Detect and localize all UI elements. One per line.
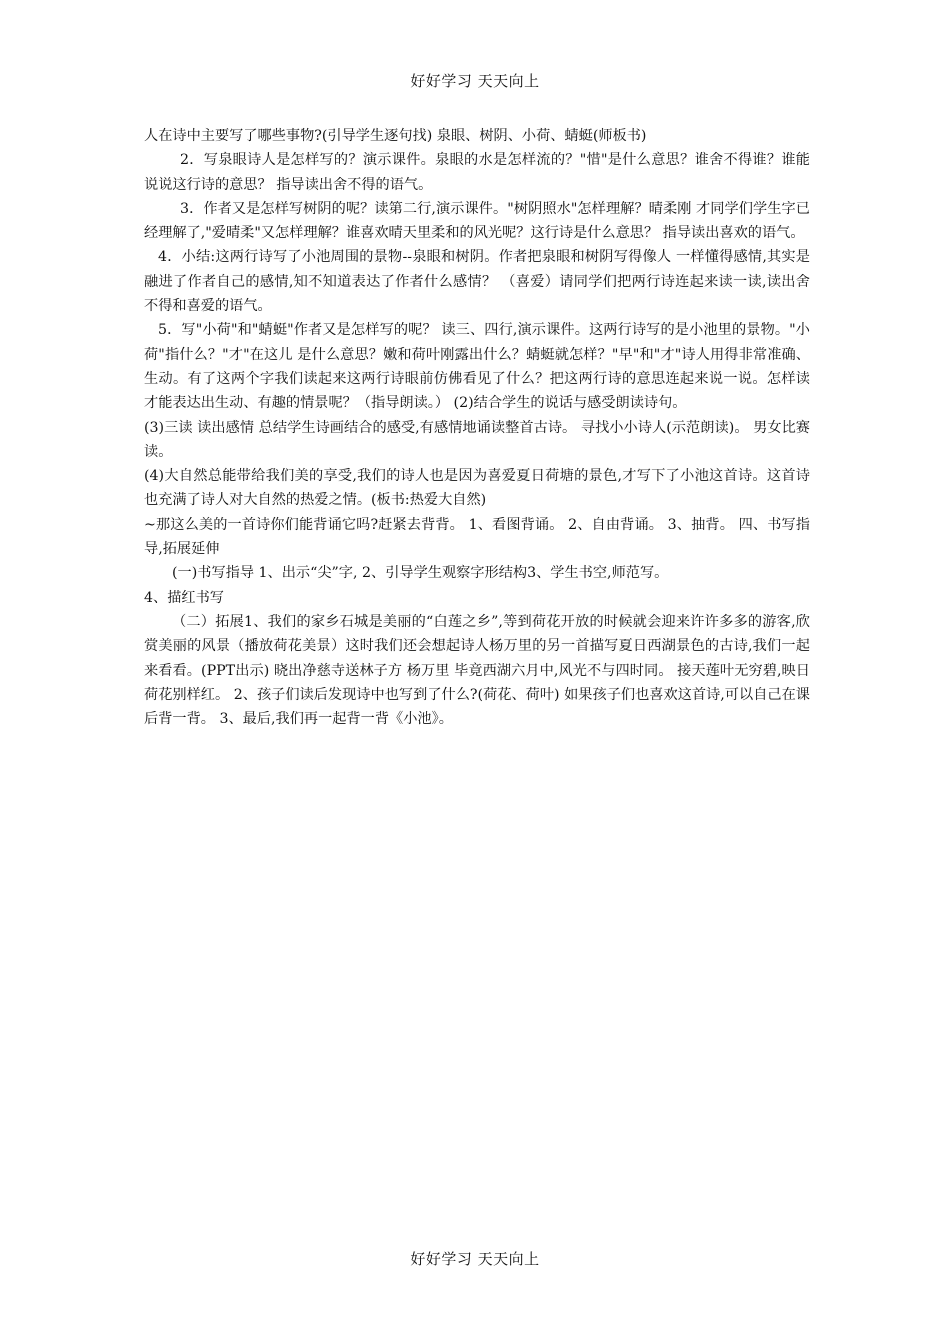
paragraph: ~那这么美的一首诗你们能背诵它吗?赶紧去背背。 1、看图背诵。 2、自由背诵。 3、抽背。 四、书写指导,拓展延伸 — [144, 516, 810, 558]
paragraph: 4．小结:这两行诗写了小池周围的景物--泉眼和树阴。作者把泉眼和树阴写得像人 一样懂得感情,其实是融进了作者自己的感情,知不知道表达了作者什么感情？ （喜爱）请同学们把两行诗连起来读一读,读出舍不得和喜爱的语气。 — [144, 249, 810, 315]
paragraph: 4、描红书写 — [144, 589, 224, 606]
paragraph: 5．写"小荷"和"蜻蜓"作者又是怎样写的呢？ 读三、四行,演示课件。这两行诗写的是小池里的景物。"小荷"指什么？"才"在这儿 是什么意思？嫩和荷叶刚露出什么？蜻蜓就怎样？"早"和"才"诗人用得非常准确、生动。有了这两个字我们读起来这两行诗眼前仿佛看见了什么？把这两行诗的意思连起来说一说。怎样读才能表达出生动、有趣的情景呢？（指导朗读。） (2)结合学生的说话与感受朗读诗句。 — [144, 322, 810, 412]
paragraph: 人在诗中主要写了哪些事物?(引导学生逐句找) 泉眼、树阴、小荷、蜻蜓(师板书) — [144, 128, 647, 144]
page-header: 好好学习 天天向上 — [410, 72, 540, 90]
paragraph: (3)三读 读出感情 总结学生诗画结合的感受,有感情地诵读整首古诗。 寻找小小诗人(示范朗读)。 男女比赛读。 — [144, 419, 810, 460]
paragraph: 2．写泉眼诗人是怎样写的？演示课件。泉眼的水是怎样流的？"惜"是什么意思？谁舍不得谁？谁能说说这行诗的意思？ 指导读出舍不得的语气。 — [144, 152, 810, 193]
paragraph: （二）拓展1、我们的家乡石城是美丽的“白莲之乡”,等到荷花开放的时候就会迎来许许多多的游客,欣赏美丽的风景（播放荷花美景）这时我们还会想起诗人杨万里的另一首描写夏日西湖景色的古诗,我们一起来看看。(PPT出示) 晓出净慈寺送林子方 杨万里 毕竟西湖六月中,风光不与四时同。 接天莲叶无穷碧,映日荷花别样红。 2、孩子们读后发现诗中也写到了什么?(荷花、荷叶) 如果孩子们也喜欢这首诗,可以自己在课后背一背。 3、最后,我们再一起背一背《小池》。 — [144, 613, 810, 728]
paragraph: (4)大自然总能带给我们美的享受,我们的诗人也是因为喜爱夏日荷塘的景色,才写下了小池这首诗。这首诗也充满了诗人对大自然的热爱之情。(板书:热爱大自然) — [144, 468, 810, 509]
page-footer: 好好学习 天天向上 — [410, 1250, 540, 1268]
document-body — [144, 124, 810, 731]
paragraph: (一)书写指导 1、出示“尖”字, 2、引导学生观察字形结构3、学生书空,师范写。 — [172, 565, 669, 582]
paragraph: 3．作者又是怎样写树阴的呢？读第二行,演示课件。"树阴照水"怎样理解？晴柔刚 才同学们学生字已经理解了,"爱晴柔"又怎样理解？谁喜欢晴天里柔和的风光呢？这行诗是什么意思？ 指导读出喜欢的语气。 — [144, 200, 810, 242]
